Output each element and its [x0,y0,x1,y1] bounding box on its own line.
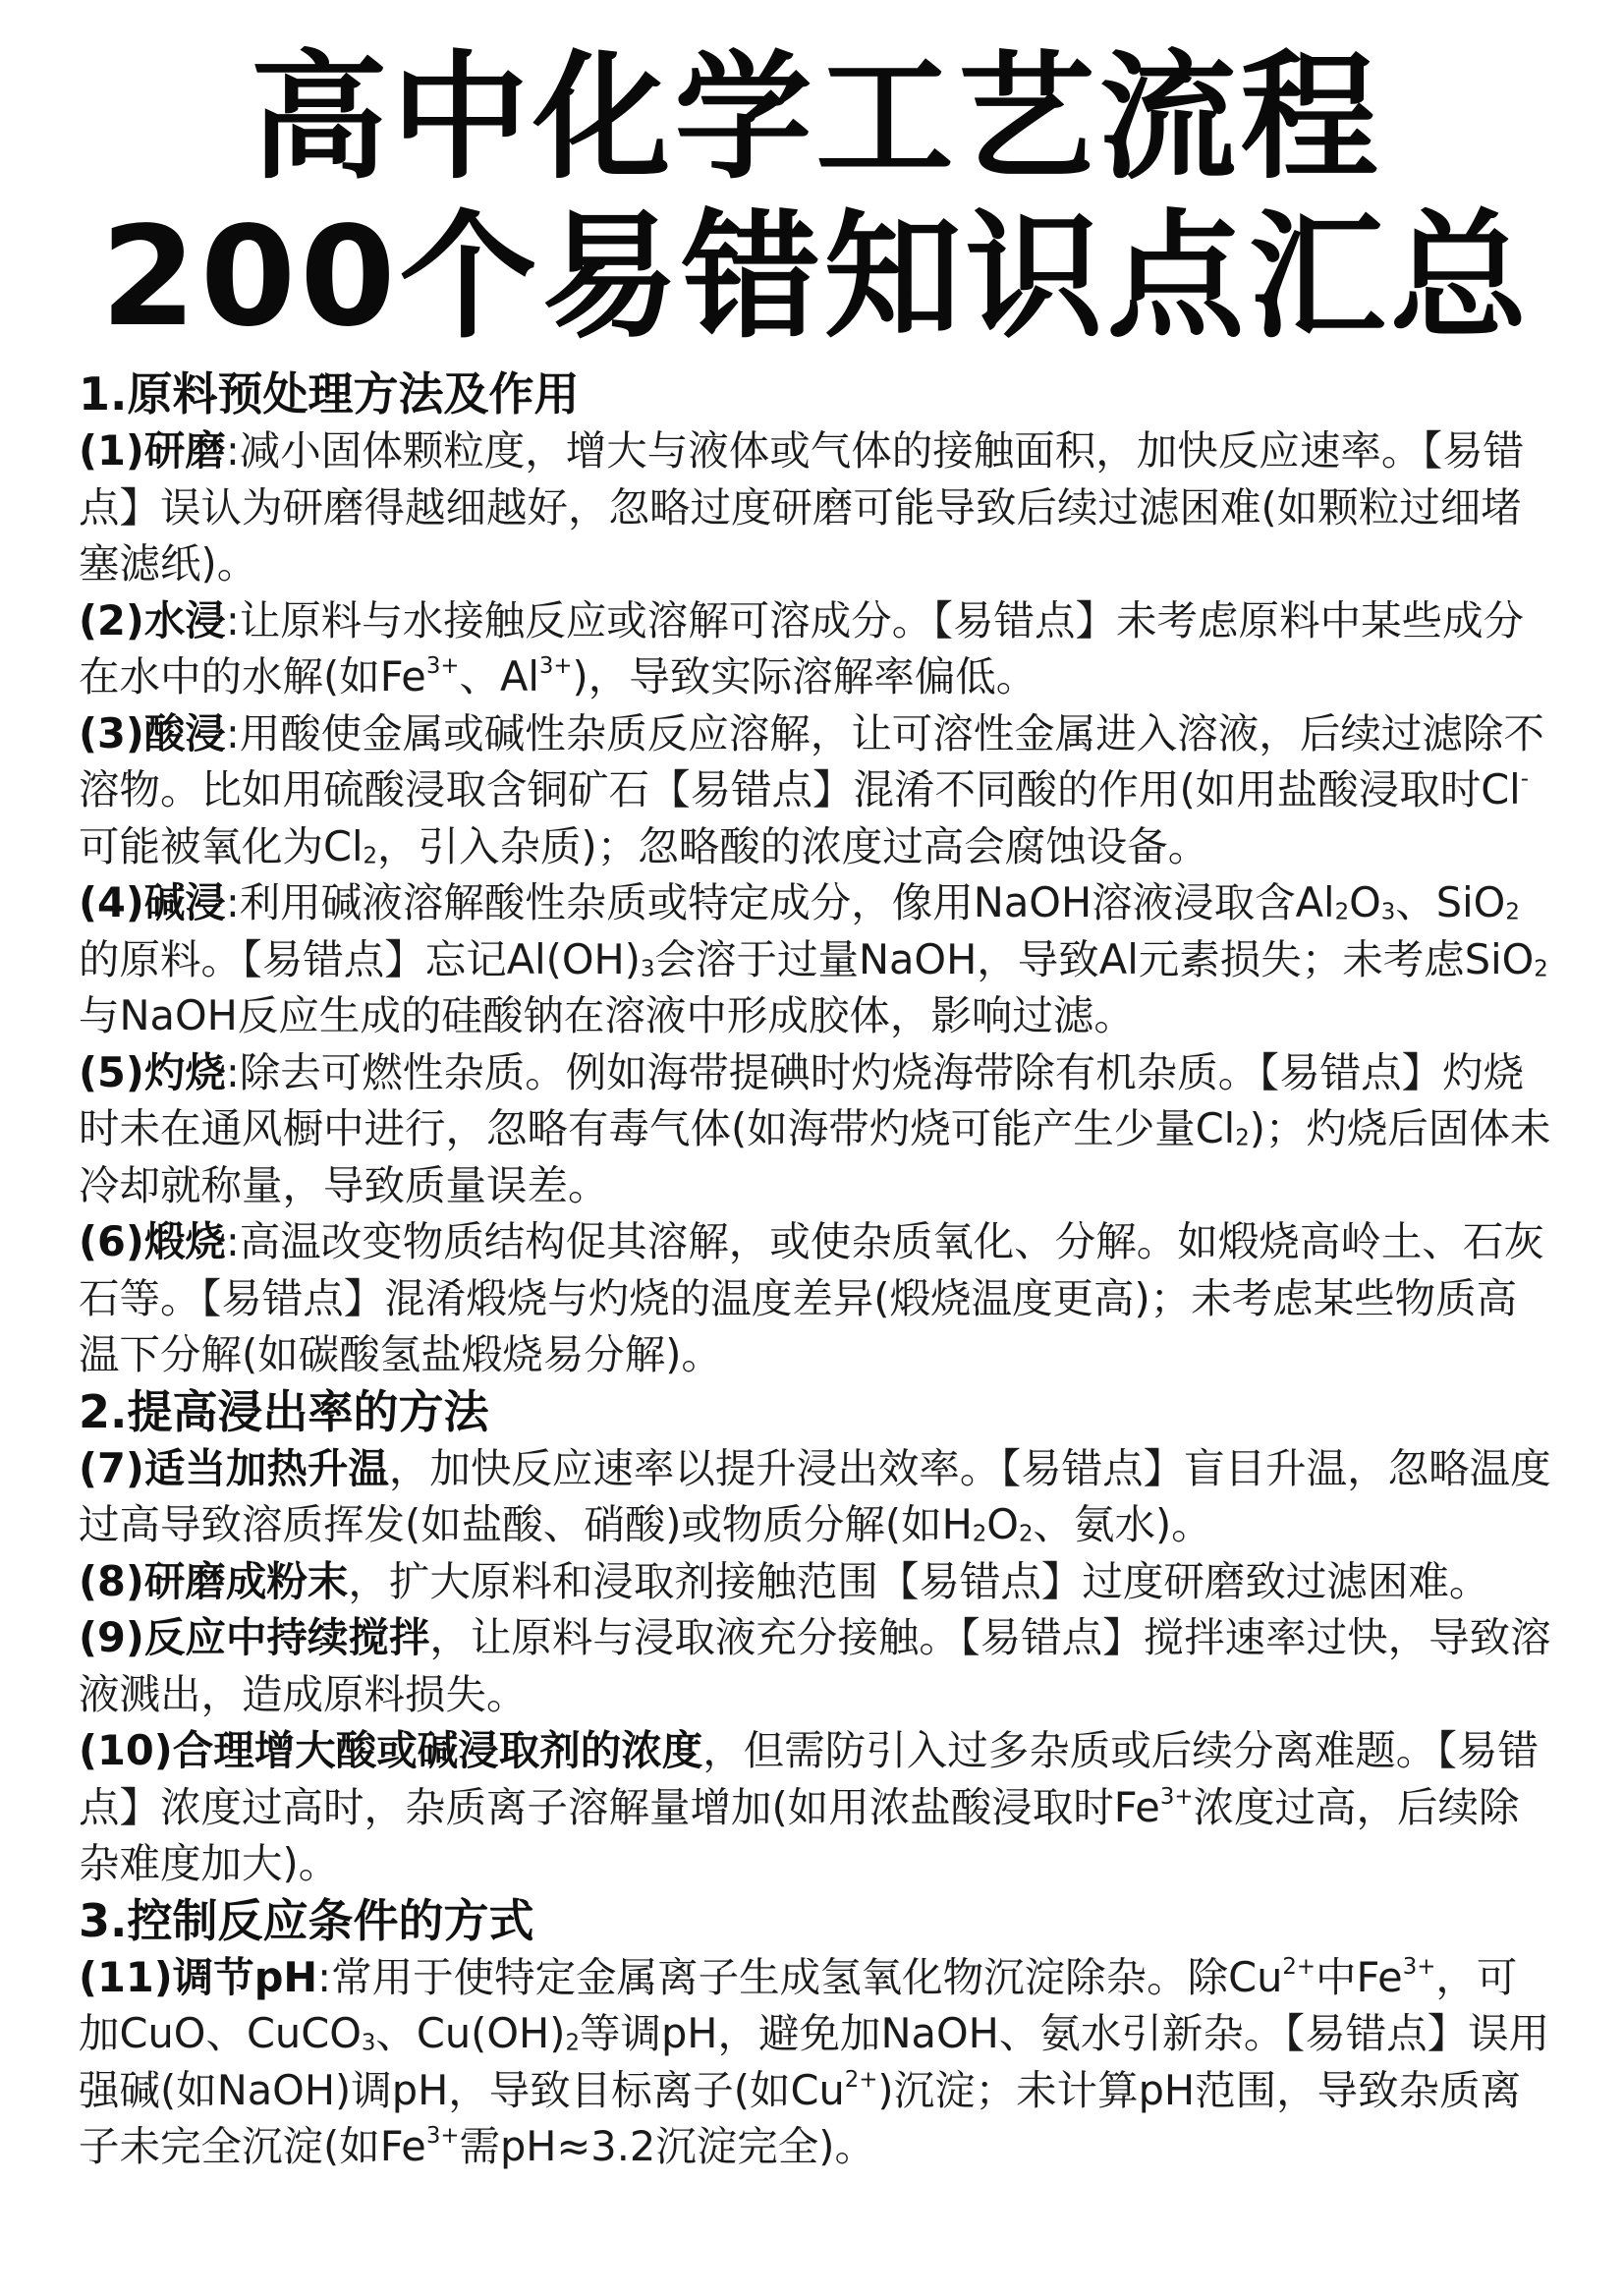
subscript: 2 [1505,899,1520,925]
item-term: 煅烧 [143,1217,226,1265]
subscript: 2 [972,1521,987,1547]
superscript: 3+ [425,652,460,679]
knowledge-item [79,1440,1553,1553]
knowledge-item [79,1553,1553,1610]
section-heading: 1.原料预处理方法及作用 [79,367,580,420]
item-text: 与NaOH反应生成的硅酸钠在溶液中形成胶体，影响过滤。 [79,991,1135,1039]
item-text: ，但需防引入过多杂质或后续分离难题。【易错点】浓度过高时，杂质离子溶解量增加(如用浓盐酸浸取时Fe [79,1726,1539,1831]
knowledge-item [79,592,1553,705]
item-number: (10) [79,1726,173,1774]
item-text: 可能被氧化为Cl [79,821,364,870]
item-text: 、氨水)。 [1033,1500,1212,1548]
superscript: 3+ [425,2122,460,2149]
knowledge-item [79,705,1553,875]
item-text: O [986,1500,1019,1548]
item-term: 灼烧 [143,1047,226,1096]
item-text: )；灼烧后固体未冷却就称量，导致质量误差。 [79,1104,1551,1209]
section-heading: 2.提高浸出率的方法 [79,1384,489,1438]
item-text: )沉淀；未计算pH范围，导致杂质离子未完全沉淀(如Fe [79,2065,1522,2170]
item-number: (6) [79,1217,144,1265]
item-text: ，加快反应速率以提升浸出效率。【易错点】盲目升温，忽略温度过高导致溶质挥发(如盐酸、硝酸)或物质分解(如H [79,1443,1551,1548]
item-text: O [1349,878,1381,926]
item-text: 需pH≈3.2沉淀完全)。 [459,2122,875,2170]
item-number: (3) [79,708,144,757]
subscript: 2 [1534,955,1548,981]
superscript: 2+ [1282,1953,1316,1980]
item-text: )，导致实际溶解率偏低。 [572,652,1037,700]
title-line-1: 高中化学工艺流程 [250,38,1382,198]
knowledge-item [79,1213,1553,1383]
superscript: 3+ [1402,1953,1436,1980]
section-2 [79,1383,1553,1892]
superscript: - [1520,765,1529,792]
section-heading: 3.控制反应条件的方式 [79,1893,534,1947]
item-text: :利用碱液溶解酸性杂质或特定成分，像用NaOH溶液浸取含Al [225,878,1335,926]
knowledge-item [79,1722,1553,1892]
item-number: (1) [79,426,144,475]
knowledge-item [79,874,1553,1044]
knowledge-item [79,1044,1553,1214]
section-1 [79,365,1553,1383]
knowledge-item [79,1609,1553,1722]
subscript: 2 [363,842,378,868]
item-number: (5) [79,1047,144,1096]
superscript: 3+ [1159,1783,1194,1810]
item-number: (7) [79,1443,144,1492]
knowledge-item [79,1949,1553,2175]
title-line-2: 200个易错知识点汇总 [100,197,1532,358]
section-3 [79,1892,1553,2175]
subscript: 2 [1235,1125,1250,1151]
item-term: 适当加热升温 [143,1443,389,1492]
subscript: 2 [1334,899,1350,925]
item-number: (8) [79,1556,144,1605]
superscript: 2+ [844,2066,878,2093]
item-text: 会溶于过量NaOH，导致Al元素损失；未考虑SiO [654,934,1535,983]
page-title [79,39,1553,358]
item-text: 的原料。【易错点】忘记Al(OH) [79,934,641,983]
subscript: 3 [361,2030,376,2056]
superscript: 3+ [538,652,573,679]
subscript: 3 [1380,899,1396,925]
item-text: 、Cu(OH) [375,2009,566,2057]
item-text: 、SiO [1395,878,1506,926]
item-text: :常用于使特定金属离子生成氢氧化物沉淀除杂。除Cu [317,1952,1283,2001]
item-term: 研磨 [143,426,226,475]
item-number: (11) [79,1952,173,2001]
item-text: :让原料与水接触反应或溶解可溶成分。【易错点】未考虑原料中某些成分在水中的水解(如Fe [79,595,1525,700]
item-text: 、Al [459,652,539,700]
item-text: 等调pH，避免加NaOH、氨水引新杂。【易错点】误用强碱(如NaOH)调pH，导致目标离子(如Cu [79,2009,1550,2114]
item-term: 反应中持续搅拌 [143,1613,430,1661]
item-text: ，引入杂质)；忽略酸的浓度过高会腐蚀设备。 [377,821,1209,870]
item-text: :减小固体颗粒度，增大与液体或气体的接触面积，加快反应速率。【易错点】误认为研磨得越细越好，忽略过度研磨可能导致后续过滤困难(如颗粒过细堵塞滤纸)。 [79,426,1525,588]
item-term: 研磨成粉末 [143,1556,349,1605]
subscript: 2 [565,2030,580,2056]
item-text: ，可加CuO、CuCO [79,1952,1518,2057]
item-text: :高温改变物质结构促其溶解，或使杂质氧化、分解。如煅烧高岭土、石灰石等。【易错点】混淆煅烧与灼烧的温度差异(煅烧温度更高)；未考虑某些物质高温下分解(如碳酸氢盐煅烧易分解)。 [79,1217,1544,1378]
subscript: 2 [1018,1521,1034,1547]
item-number: (4) [79,878,144,926]
item-text: ，扩大原料和浸取剂接触范围【易错点】过度研磨致过滤困难。 [348,1556,1490,1605]
item-term: 酸浸 [143,708,226,757]
item-term: 碱浸 [143,878,226,926]
item-text: 浓度过高，后续除杂难度加大)。 [79,1782,1520,1887]
item-number: (2) [79,595,144,644]
item-term: 合理增大酸或碱浸取剂的浓度 [172,1726,703,1774]
item-text: 中Fe [1316,1952,1403,2001]
subscript: 3 [640,955,655,981]
knowledge-item [79,422,1553,592]
item-term: 调节pH [172,1952,318,2001]
item-text: :除去可燃性杂质。例如海带提碘时灼烧海带除有机杂质。【易错点】灼烧时未在通风橱中进行，忽略有毒气体(如海带灼烧可能产生少量Cl [79,1047,1525,1152]
item-term: 水浸 [143,595,226,644]
item-text: ，让原料与浸取液充分接触。【易错点】搅拌速率过快，导致溶液溅出，造成原料损失。 [79,1613,1551,1718]
item-number: (9) [79,1613,144,1661]
item-text: :用酸使金属或碱性杂质反应溶解，让可溶性金属进入溶液，后续过滤除不溶物。比如用硫酸浸取含铜矿石【易错点】混淆不同酸的作用(如用盐酸浸取时Cl [79,708,1544,813]
